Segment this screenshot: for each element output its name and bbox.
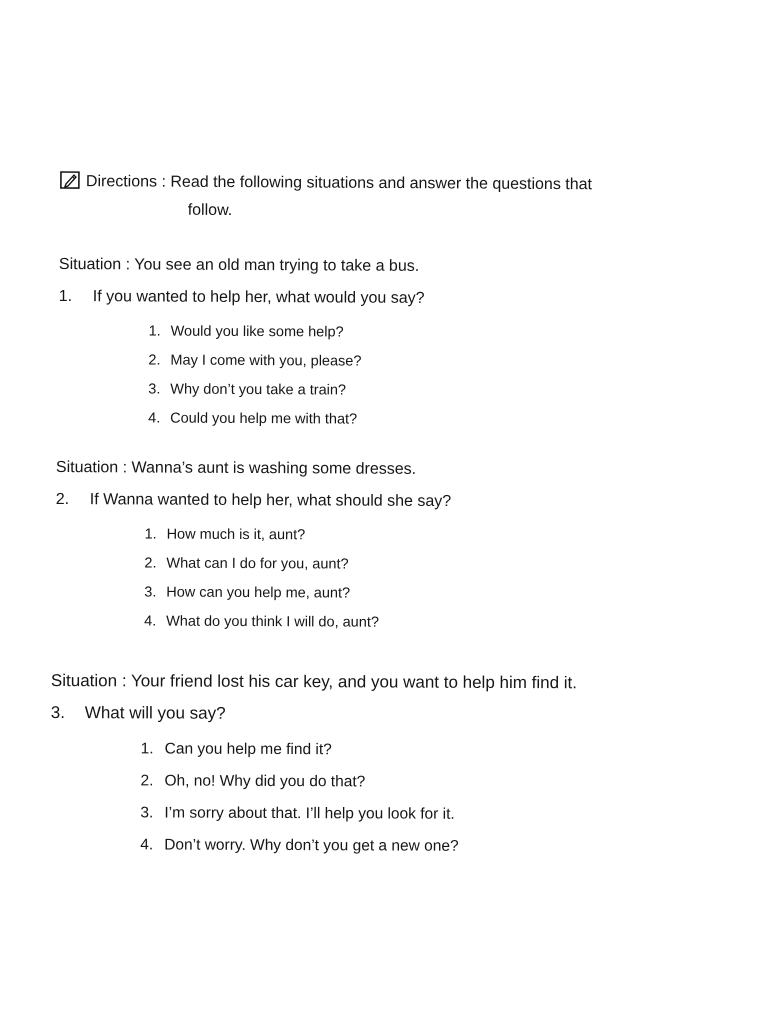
question-text: If you wanted to help her, what would you say?: [92, 288, 425, 307]
option-item: [140, 797, 576, 831]
option-number: 1.: [148, 323, 161, 340]
situation-block-2: [55, 458, 451, 638]
option-number: 2.: [144, 555, 157, 572]
option-number: 4.: [144, 613, 157, 630]
option-number: 3.: [148, 381, 161, 398]
option-item: [144, 578, 451, 609]
question-3: [51, 703, 577, 725]
situation-text: Situation : Wanna’s aunt is washing some dresses.: [55, 459, 417, 478]
option-text: How can you help me, aunt?: [166, 584, 351, 602]
option-number: 2.: [148, 352, 161, 369]
question-number: 2.: [55, 490, 70, 509]
option-item: [148, 346, 424, 376]
option-item: [144, 549, 451, 580]
option-text: How much is it, aunt?: [166, 526, 306, 544]
directions-text-line-2: follow.: [187, 201, 233, 220]
option-number: 1.: [140, 740, 154, 758]
directions-line-1: [60, 168, 710, 200]
question-number: 3.: [50, 702, 66, 723]
situation-text: Situation : Your friend lost his car key, and you want to help him find it.: [50, 671, 578, 693]
option-number: 3.: [144, 584, 157, 601]
directions: [60, 168, 710, 228]
option-text: What do you think I will do, aunt?: [166, 613, 379, 631]
question-1: [59, 287, 425, 309]
option-text: Don’t worry. Why don’t you get a new one?: [164, 836, 459, 855]
directions-label: Directions :: [85, 173, 166, 191]
option-number: 4.: [148, 410, 161, 427]
pencil-note-icon: [60, 171, 80, 189]
option-number: 4.: [140, 836, 154, 854]
question-number: 1.: [58, 287, 73, 306]
option-item: [149, 317, 425, 347]
option-text: Could you help me with that?: [170, 410, 358, 428]
option-text: Would you like some help?: [170, 323, 344, 341]
directions-text-line-1: Read the following situations and answer the questions that: [170, 173, 593, 194]
option-item: [148, 404, 424, 434]
option-text: Can you help me find it?: [164, 740, 332, 759]
option-number: 3.: [140, 804, 154, 822]
option-text: Oh, no! Why did you do that?: [164, 772, 366, 791]
options-list: [148, 317, 424, 434]
option-number: 2.: [140, 772, 154, 790]
question-text: If Wanna wanted to help her, what should she say?: [89, 491, 452, 511]
situation-block-3: [50, 671, 577, 863]
options-list: [144, 520, 451, 638]
option-item: [140, 829, 576, 863]
option-item: [145, 520, 452, 551]
option-text: May I come with you, please?: [170, 352, 362, 370]
option-item: [148, 375, 424, 405]
situation-text: Situation : You see an old man trying to take a bus.: [58, 255, 420, 275]
question-2: [56, 490, 452, 512]
option-text: I’m sorry about that. I’ll help you look for it.: [164, 804, 455, 823]
option-number: 1.: [144, 526, 157, 543]
option-text: Why don’t you take a train?: [170, 381, 347, 399]
option-item: [141, 733, 577, 767]
options-list: [140, 733, 577, 863]
question-text: What will you say?: [84, 703, 226, 723]
situation-block-1: [58, 255, 425, 435]
option-item: [144, 607, 451, 638]
option-text: What can I do for you, aunt?: [166, 555, 349, 573]
option-item: [140, 765, 576, 799]
